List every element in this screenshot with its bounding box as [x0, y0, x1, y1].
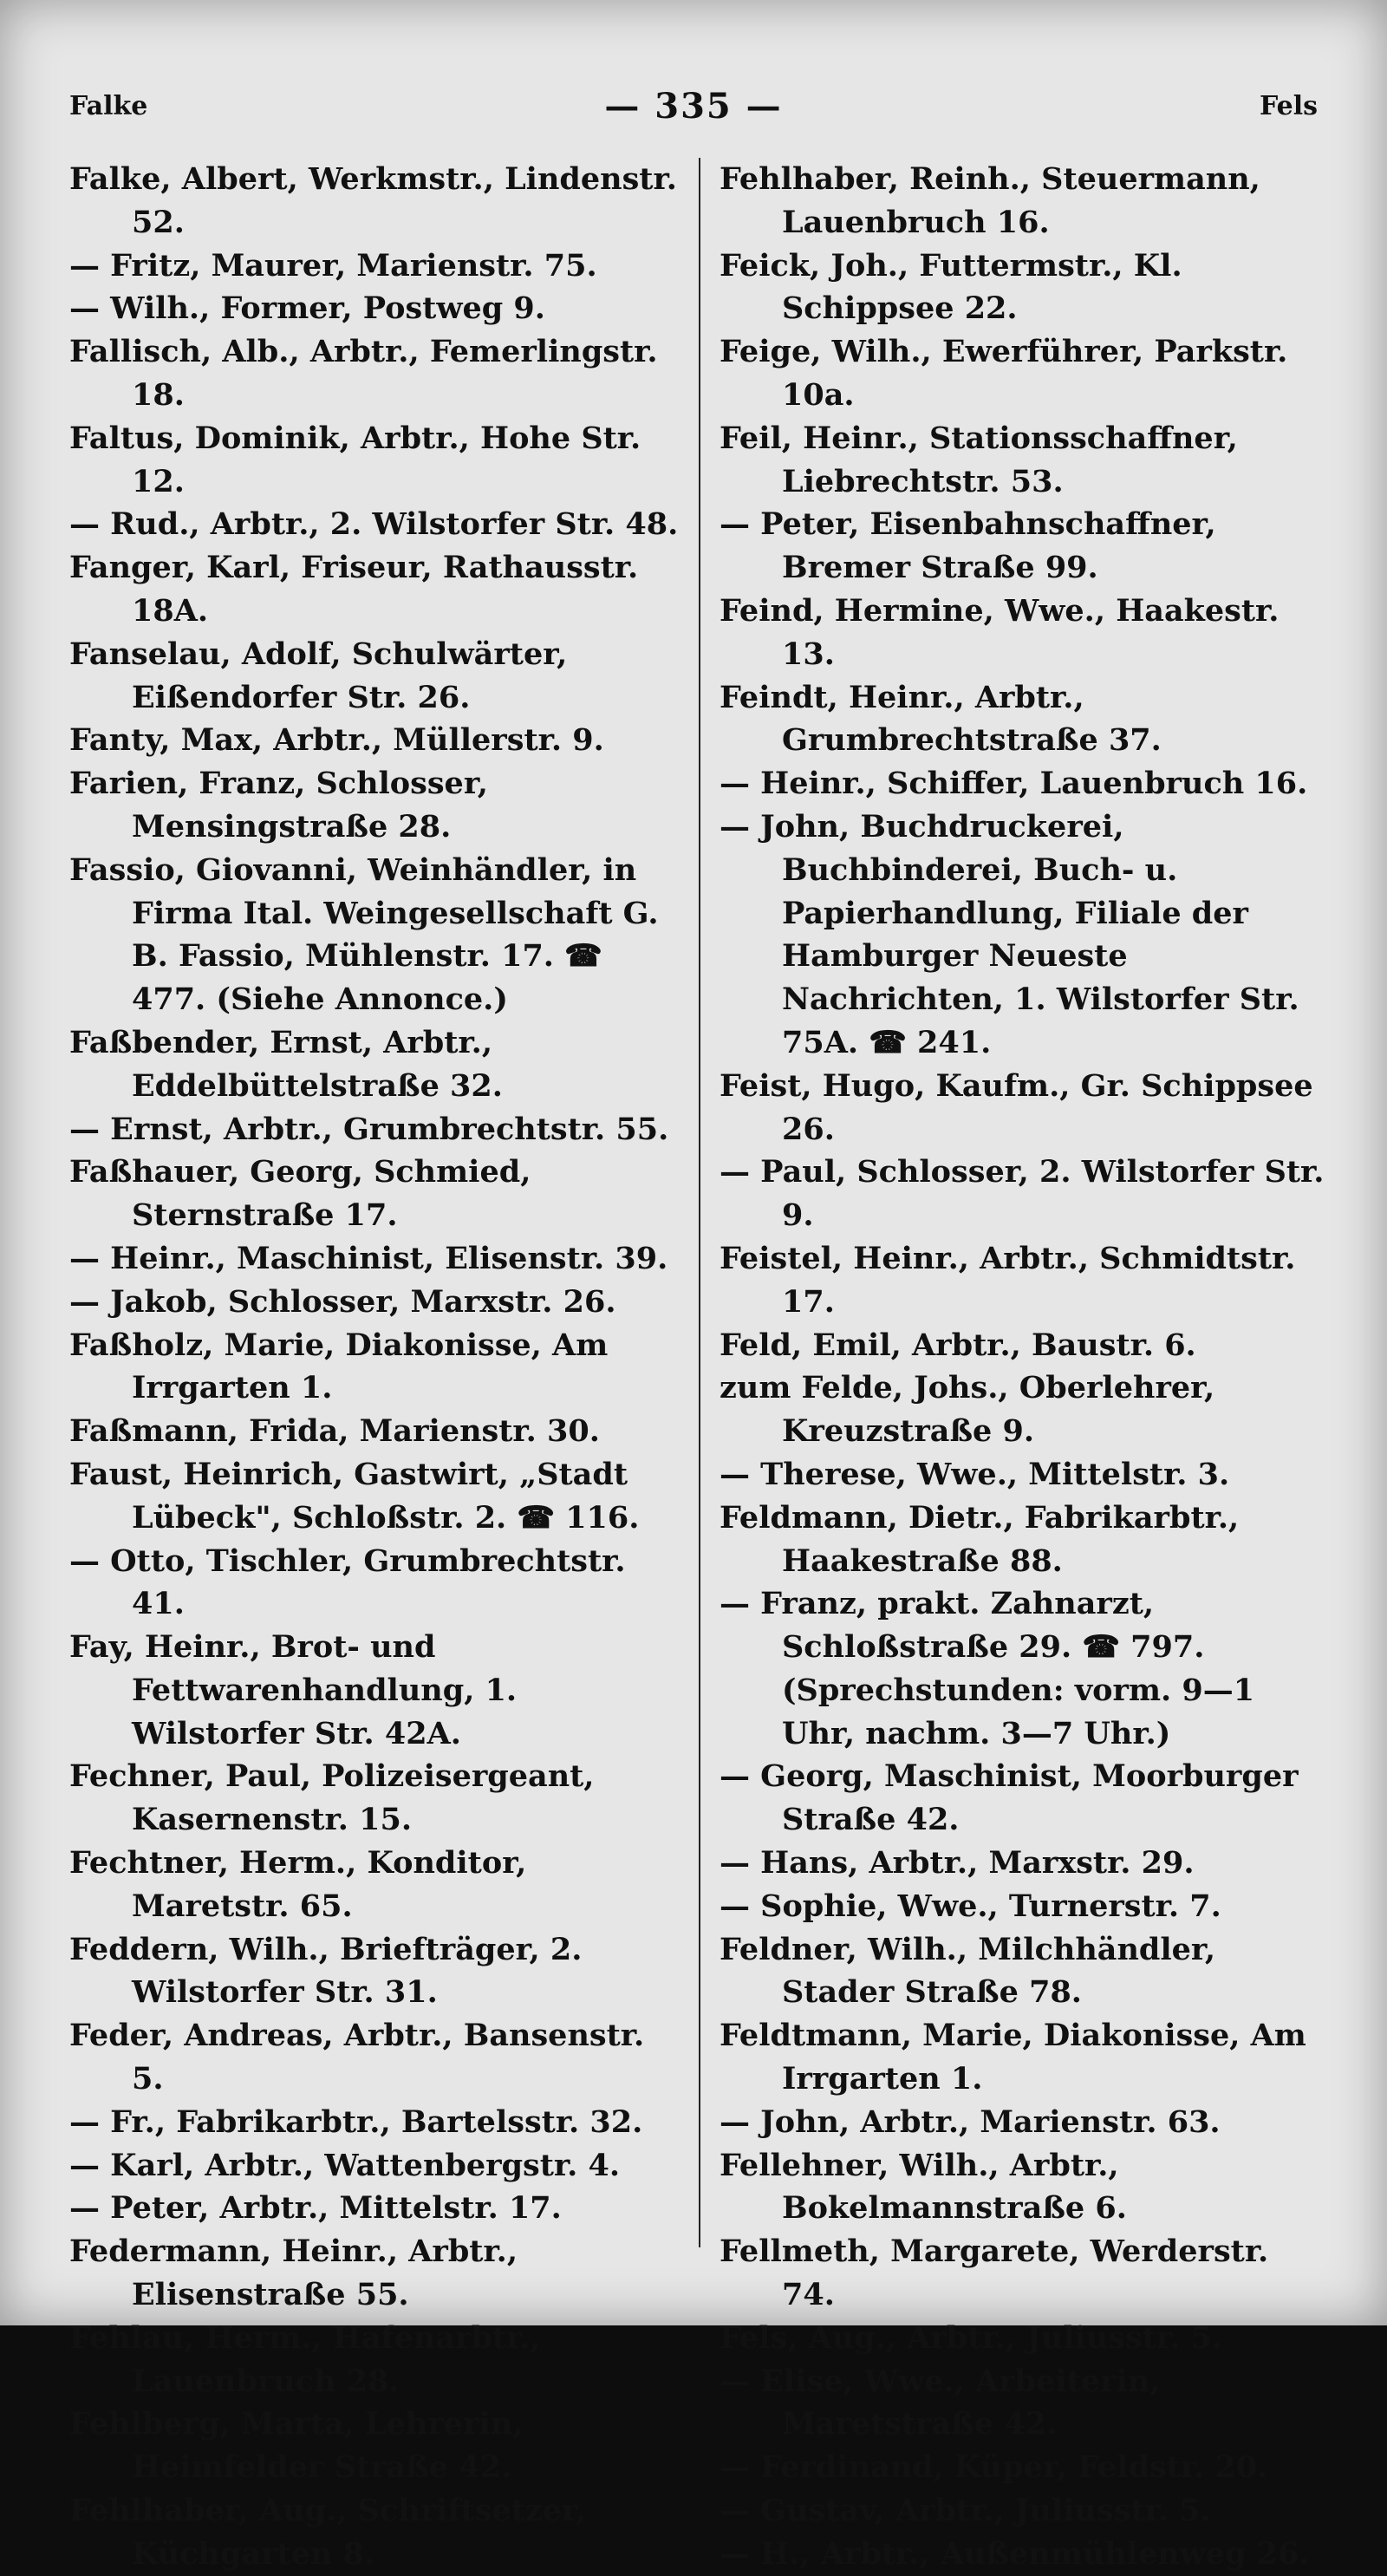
- directory-entry: — Elise, Wwe., Arbeiterin, Maretstraße 42.: [720, 2363, 1171, 2442]
- right-column: [700, 158, 1335, 2572]
- directory-entry: Feige, Wilh., Ewerführer, Parkstr. 10a.: [720, 334, 1299, 413]
- directory-entry: zum Felde, Johs., Oberlehrer, Kreuzstraße 9.: [720, 1370, 1226, 1450]
- directory-entry: Fanty, Max, Arbtr., Müllerstr. 9.: [69, 722, 604, 759]
- directory-entry: Faßhauer, Georg, Schmied, Sternstraße 17.: [69, 1154, 542, 1234]
- directory-entry: — Gustav, Arbtr., Juliusstr. 5.: [720, 2493, 1211, 2529]
- directory-entry: Fechtner, Herm., Konditor, Maretstr. 65.: [69, 1845, 537, 1924]
- directory-entry: Faßmann, Frida, Marienstr. 30.: [69, 1413, 600, 1450]
- directory-entry: Feld, Emil, Arbtr., Baustr. 6.: [720, 1327, 1196, 1363]
- right-catchword: Fels: [1259, 90, 1318, 121]
- directory-columns: [69, 158, 1335, 2572]
- directory-entry: — Ernst, Arbtr., Grumbrechtstr. 55.: [69, 1111, 669, 1147]
- directory-entry: Feind, Hermine, Wwe., Haakestr. 13.: [720, 592, 1290, 672]
- page-number: — 335 —: [604, 85, 783, 127]
- directory-entry: Faltus, Dominik, Arbtr., Hohe Str. 12.: [69, 420, 652, 499]
- directory-entry: Fellehner, Wilh., Arbtr., Bokelmannstraße 6.: [720, 2147, 1130, 2227]
- directory-entry: Faßholz, Marie, Diakonisse, Am Irrgarten 1.: [69, 1327, 619, 1406]
- directory-entry: Feistel, Heinr., Arbtr., Schmidtstr. 17.: [720, 1240, 1306, 1320]
- directory-entry: Fehlberg, Marta, Lehrerin, Heimfelder Straße 42.: [69, 2406, 534, 2486]
- directory-entry: — H., Arbtr., Außenmühlenweg 26.: [720, 2535, 1310, 2572]
- directory-entry: Fassio, Giovanni, Weinhändler, in Firma Ital. Weingesellschaft G. B. Fassio, Mühlenstr. 17. ☎ 477. (Siehe Annonce.): [69, 851, 669, 1018]
- directory-entry: — Rud., Arbtr., 2. Wilstorfer Str. 48.: [69, 506, 679, 543]
- directory-entry: Fehlhaber, Reinh., Steuermann, Lauenbruch 16.: [720, 161, 1272, 240]
- directory-entry: Feder, Andreas, Arbtr., Bansenstr. 5.: [69, 2018, 655, 2097]
- directory-entry: — Heinr., Schiffer, Lauenbruch 16.: [720, 766, 1308, 802]
- directory-entry: Feldner, Wilh., Milchhändler, Stader Straße 78.: [720, 1931, 1227, 2011]
- directory-entry: Fanselau, Adolf, Schulwärter, Eißendorfer Str. 26.: [69, 636, 578, 715]
- left-column: [69, 158, 699, 2572]
- directory-entry: — Sophie, Wwe., Turnerstr. 7.: [720, 1888, 1221, 1924]
- directory-entry: — Paul, Schlosser, 2. Wilstorfer Str. 9.: [720, 1154, 1335, 1234]
- directory-entry: — Peter, Eisenbahnschaffner, Bremer Straße 99.: [720, 506, 1227, 586]
- directory-entry: — Jakob, Schlosser, Marxstr. 26.: [69, 1283, 616, 1320]
- directory-entry: — Karl, Arbtr., Wattenbergstr. 4.: [69, 2147, 621, 2183]
- directory-entry: — Georg, Maschinist, Moorburger Straße 42.: [720, 1758, 1309, 1838]
- directory-entry: Falke, Albert, Werkmstr., Lindenstr. 52.: [69, 161, 688, 240]
- directory-entry: — Franz, prakt. Zahnarzt, Schloßstraße 29. ☎ 797. (Sprechstunden: vorm. 9—1 Uhr, nachm. 3—7 Uhr.): [720, 1586, 1266, 1751]
- directory-entry: Farien, Franz, Schlosser, Mensingstraße 28.: [69, 766, 499, 845]
- directory-entry: Federmann, Heinr., Arbtr., Elisenstraße 55.: [69, 2234, 529, 2313]
- directory-entry: Feil, Heinr., Stationsschaffner, Liebrechtstr. 53.: [720, 420, 1248, 499]
- directory-entry: Feindt, Heinr., Arbtr., Grumbrechtstraße 37.: [720, 679, 1162, 759]
- directory-entry: Feist, Hugo, Kaufm., Gr. Schippsee 26.: [720, 1067, 1324, 1147]
- directory-entry: — Ferdinand, Küper, Feldstr. 20.: [720, 2449, 1268, 2486]
- directory-entry: — Otto, Tischler, Grumbrechtstr. 41.: [69, 1542, 636, 1622]
- directory-entry: Feddern, Wilh., Briefträger, 2. Wilstorfer Str. 31.: [69, 1931, 593, 2011]
- directory-entry: Fallisch, Alb., Arbtr., Femerlingstr. 18.: [69, 334, 668, 413]
- directory-entry: Fellmeth, Margarete, Werderstr. 74.: [720, 2234, 1280, 2313]
- directory-entry: Feick, Joh., Futtermstr., Kl. Schippsee 22.: [720, 247, 1193, 327]
- directory-entry: — Hans, Arbtr., Marxstr. 29.: [720, 1845, 1195, 1881]
- directory-entry: Feldtmann, Marie, Diakonisse, Am Irrgarten 1.: [720, 2018, 1317, 2097]
- directory-entry: — Fr., Fabrikarbtr., Bartelsstr. 32.: [69, 2103, 643, 2140]
- directory-entry: Faust, Heinrich, Gastwirt, „Stadt Lübeck", Schloßstr. 2. ☎ 116.: [69, 1456, 640, 1536]
- directory-entry: — John, Buchdruckerei, Buchbinderei, Buch- u. Papierhandlung, Filiale der Hamburger Neueste Nachrichten, 1. Wilstorfer Str. 75A. ☎ 241.: [720, 808, 1310, 1060]
- directory-entry: Fels, Aug., Arbtr., Juliusstr. 5.: [720, 2319, 1222, 2356]
- directory-entry: Feldmann, Dietr., Fabrikarbtr., Haakestraße 88.: [720, 1499, 1250, 1579]
- directory-entry: Fehlhaber, Aug., Schriftsetzer, Küchgarten 8.: [69, 2493, 597, 2572]
- directory-entry: Fay, Heinr., Brot- und Fettwarenhandlung, 1. Wilstorfer Str. 42A.: [69, 1629, 528, 1751]
- directory-entry: — John, Arbtr., Marienstr. 63.: [720, 2103, 1221, 2140]
- directory-entry: Fanger, Karl, Friseur, Rathausstr. 18A.: [69, 550, 649, 629]
- directory-entry: — Fritz, Maurer, Marienstr. 75.: [69, 247, 597, 284]
- directory-entry: — Wilh., Former, Postweg 9.: [69, 290, 545, 327]
- directory-entry: — Peter, Arbtr., Mittelstr. 17.: [69, 2190, 562, 2227]
- directory-entry: — Therese, Wwe., Mittelstr. 3.: [720, 1456, 1230, 1492]
- directory-entry: Fehlau, Herm., Hafenarbtr., Lauenbruch 28.: [69, 2319, 551, 2399]
- page-header: [69, 80, 1318, 132]
- directory-entry: — Heinr., Maschinist, Elisenstr. 39.: [69, 1240, 668, 1276]
- directory-entry: Fechner, Paul, Polizeisergeant, Kasernenstr. 15.: [69, 1758, 605, 1838]
- directory-entry: Faßbender, Ernst, Arbtr., Eddelbüttelstraße 32.: [69, 1024, 504, 1104]
- left-catchword: Falke: [69, 90, 148, 121]
